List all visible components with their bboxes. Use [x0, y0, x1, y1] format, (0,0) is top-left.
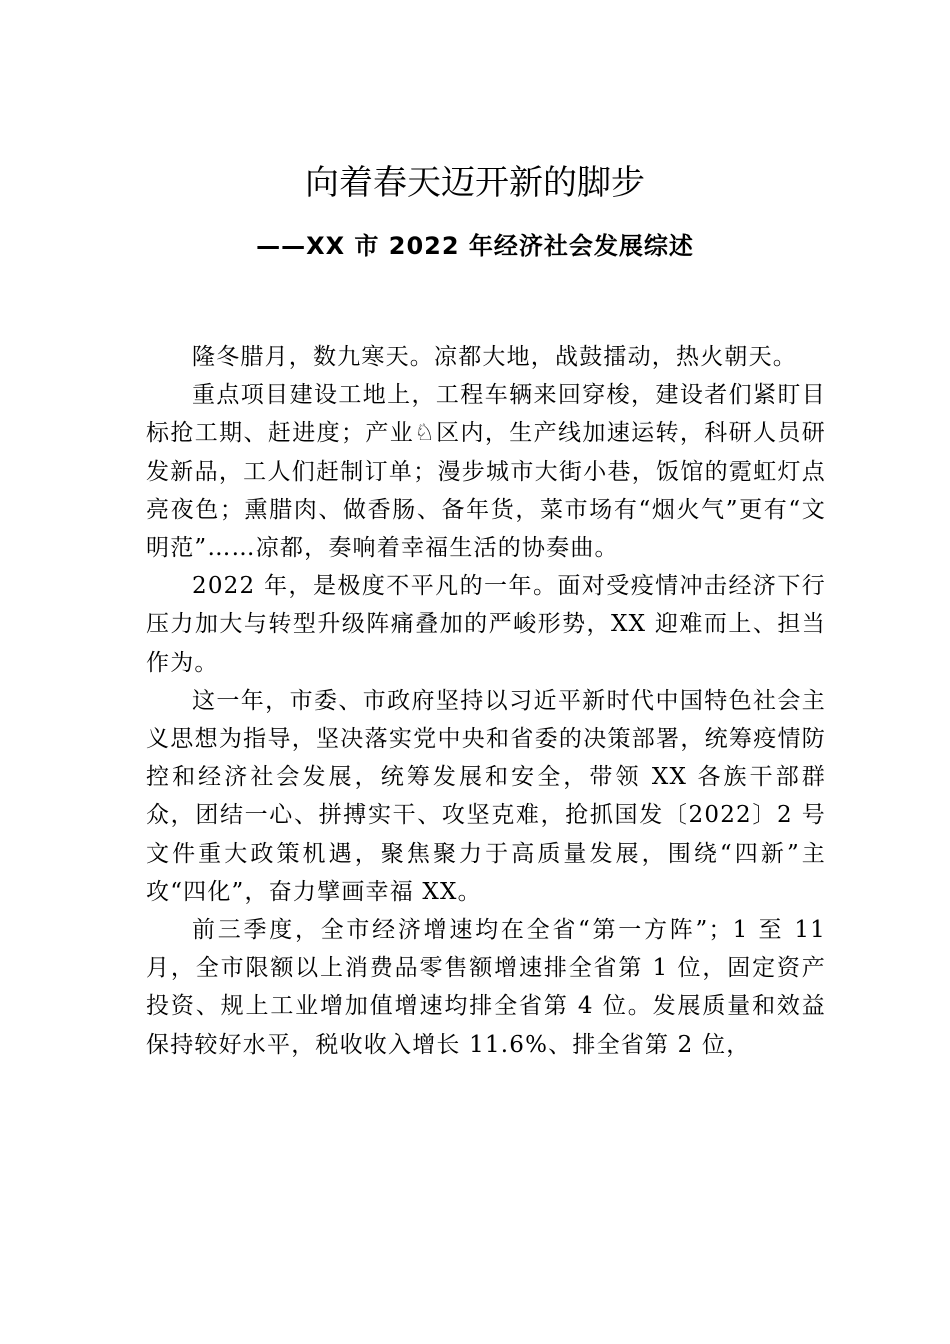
document-body — [146, 338, 826, 1064]
paragraph-5: 前三季度，全市经济增速均在全省“第一方阵”；1 至 11 月，全市限额以上消费品零售额增速排全省第 1 位，固定资产投资、规上工业增加值增速均排全省第 4 位。发展质量和效益保持较好水平，税收收入增长 11.6%、排全省第 2 位， — [146, 917, 826, 1058]
paragraph-4: 这一年，市委、市政府坚持以习近平新时代中国特色社会主义思想为指导，坚决落实党中央和省委的决策部署，统筹疫情防控和经济社会发展，统筹发展和安全，带领 XX 各族干部群众，团结一心、拼搏实干、攻坚克难，抢抓国发〔2022〕2 号文件重大政策机遇，聚焦聚力于高质量发展，围绕“四新”主攻“四化”，奋力擘画幸福 XX。 — [146, 687, 826, 905]
paragraph-2: 重点项目建设工地上，工程车辆来回穿梭，建设者们紧盯目标抢工期、赶进度；产业♘区内，生产线加速运转，科研人员研发新品，工人们赶制订单；漫步城市大街小巷，饭馆的霓虹灯点亮夜色；熏腊肉、做香肠、备年货，菜市场有“烟火气”更有“文明范”……凉都，奏响着幸福生活的协奏曲。 — [146, 382, 826, 562]
paragraph-3: 2022 年，是极度不平凡的一年。面对受疫情冲击经济下行压力加大与转型升级阵痛叠加的严峻形势，XX 迎难而上、担当作为。 — [146, 573, 826, 676]
document-subtitle: ——XX 市 2022 年经济社会发展综述 — [256, 232, 694, 260]
paragraph-1: 隆冬腊月，数九寒天。凉都大地，战鼓擂动，热火朝天。 — [192, 344, 797, 370]
document-title: 向着春天迈开新的脚步 — [305, 163, 645, 203]
